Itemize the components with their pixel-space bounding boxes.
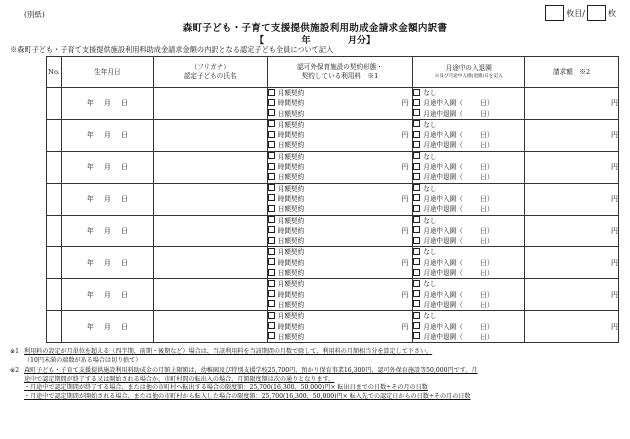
footnote-2-bullet-1: ・月途中で認定期間が終了する場合、または他の市町村へ転出する場合の限度額：25,700(16,300、50,000)円× 転出日までの日数÷その月の日数	[24, 384, 428, 392]
header-contract	[267, 57, 412, 88]
option-hourly[interactable]	[268, 98, 412, 108]
sheet-suffix: 枚目/	[566, 8, 585, 18]
table-row	[47, 88, 619, 120]
checkbox[interactable]	[268, 89, 275, 96]
checkbox[interactable]	[413, 120, 420, 127]
midmonth-cell	[413, 119, 525, 151]
checkbox[interactable]	[413, 194, 420, 201]
option-daily[interactable]	[268, 300, 412, 310]
day-close-label: 日）	[480, 109, 494, 118]
checkbox[interactable]	[268, 216, 275, 223]
header-furigana: （フリガナ）	[190, 63, 230, 71]
checkbox[interactable]	[413, 173, 420, 180]
amount-yen-label: 円	[611, 290, 618, 299]
checkbox[interactable]	[268, 312, 275, 319]
checkbox[interactable]	[268, 258, 275, 265]
checkbox[interactable]	[268, 120, 275, 127]
option-mid-exit-label: 月途中退園（	[423, 300, 463, 309]
checkbox[interactable]	[268, 152, 275, 159]
option-mid-entry-label: 月途中入園（	[423, 226, 463, 235]
checkbox[interactable]	[413, 89, 420, 96]
day-label: 日	[120, 131, 128, 140]
midmonth-cell	[413, 151, 525, 183]
amount-yen-label: 円	[611, 227, 618, 235]
contract-cell	[267, 279, 412, 311]
option-mid-exit[interactable]	[413, 204, 524, 214]
contract-cell	[267, 183, 412, 215]
day-label: 日	[120, 322, 128, 331]
option-none-label: なし	[423, 89, 437, 97]
option-monthly[interactable]	[268, 311, 412, 321]
option-daily-label: 日額契約	[277, 300, 305, 309]
row-number-cell[interactable]	[47, 247, 62, 279]
day-close-label: 日）	[480, 173, 494, 182]
child-name-cell[interactable]	[153, 183, 267, 215]
checkbox[interactable]	[268, 248, 275, 255]
checkbox[interactable]	[268, 141, 275, 148]
option-none[interactable]	[413, 120, 524, 130]
option-daily-label: 日額契約	[277, 173, 305, 182]
midmonth-cell	[413, 215, 525, 247]
period-open-bracket: 【	[255, 36, 265, 46]
option-monthly[interactable]	[268, 184, 412, 194]
option-hourly-label: 時間契約	[277, 290, 305, 299]
birthdate-cell[interactable]	[62, 311, 154, 343]
contract-cell	[267, 151, 412, 183]
day-label: 日	[120, 99, 128, 108]
header-contract-line2: 契約している利用料 ※1	[301, 72, 379, 80]
header-child-name	[153, 57, 267, 88]
row-number-cell[interactable]	[47, 215, 62, 247]
year-label: 年	[86, 163, 94, 172]
amount-cell[interactable]	[525, 247, 619, 279]
birthdate-cell[interactable]	[62, 88, 154, 120]
day-close-label: 日）	[480, 194, 494, 203]
checkbox[interactable]	[413, 237, 420, 244]
option-hourly-label: 時間契約	[277, 194, 305, 203]
checkbox[interactable]	[268, 269, 275, 276]
option-daily-label: 日額契約	[277, 332, 305, 341]
month-label: 月	[103, 227, 111, 235]
midmonth-cell	[413, 311, 525, 343]
option-mid-exit[interactable]	[413, 172, 524, 182]
fee-yen-label: 円	[401, 194, 409, 203]
row-number-cell[interactable]	[47, 151, 62, 183]
day-close-label: 日）	[480, 205, 494, 214]
checkbox[interactable]	[413, 141, 420, 148]
option-monthly[interactable]	[268, 216, 412, 226]
checkbox[interactable]	[413, 184, 420, 191]
option-hourly[interactable]	[268, 322, 412, 332]
checkbox[interactable]	[413, 300, 420, 307]
option-daily-label: 日額契約	[277, 205, 305, 214]
amount-cell[interactable]	[525, 215, 619, 247]
header-midmonth-line2: ※及び月途中入園(退園)日を記入	[434, 74, 503, 79]
table-row	[47, 215, 619, 247]
amount-cell[interactable]	[525, 279, 619, 311]
option-none[interactable]	[413, 279, 524, 289]
option-hourly[interactable]	[268, 290, 412, 300]
checkbox[interactable]	[413, 258, 420, 265]
midmonth-cell	[413, 88, 525, 120]
option-hourly-label: 時間契約	[277, 258, 305, 267]
checkbox[interactable]	[268, 322, 275, 329]
day-close-label: 日）	[480, 163, 494, 172]
option-mid-exit[interactable]	[413, 268, 524, 278]
option-monthly-label: 月額契約	[277, 89, 305, 97]
row-number-cell[interactable]	[47, 88, 62, 120]
option-mid-entry[interactable]	[413, 162, 524, 172]
form-label: (別紙)	[24, 10, 45, 19]
day-close-label: 日）	[480, 290, 494, 299]
option-hourly[interactable]	[268, 130, 412, 140]
total-sheets-input[interactable]	[587, 5, 606, 21]
total-suffix: 枚	[608, 8, 616, 18]
month-label: 月	[103, 290, 111, 299]
option-hourly[interactable]	[268, 194, 412, 204]
amount-cell[interactable]	[525, 183, 619, 215]
footnote-2-text-a: 森町子ども・子育て支援提供施設利用料助成金の月額上限額は，幼稚園及び特別支援学校25,700円、預かり保育事業16,300円、認可外保育施設等50,000円です。月	[24, 367, 478, 375]
fee-yen-label: 円	[401, 163, 409, 172]
checkbox[interactable]	[413, 332, 420, 339]
month-label: 月	[103, 99, 111, 108]
checkbox[interactable]	[413, 109, 420, 116]
day-label: 日	[120, 227, 128, 235]
day-label: 日	[120, 195, 128, 204]
footnote-2-mark: ※2	[10, 367, 19, 375]
footnote-1-mark: ※1	[10, 348, 19, 355]
option-daily[interactable]	[268, 236, 412, 246]
year-label: 年	[86, 131, 94, 140]
footnote-1	[10, 348, 622, 357]
checkbox[interactable]	[268, 194, 275, 201]
header-midmonth-line1: 月途中の入退園	[445, 64, 492, 72]
day-close-label: 日）	[480, 322, 494, 331]
contract-cell	[267, 119, 412, 151]
contract-cell	[267, 88, 412, 120]
year-label: 年	[86, 99, 94, 108]
year-label: 年	[86, 195, 94, 204]
day-label: 日	[120, 163, 128, 172]
option-none[interactable]	[413, 152, 524, 162]
option-daily[interactable]	[268, 140, 412, 150]
amount-yen-label: 円	[611, 258, 618, 267]
option-daily[interactable]	[268, 204, 412, 214]
option-mid-exit[interactable]	[413, 332, 524, 342]
checkbox[interactable]	[413, 152, 420, 159]
table-row	[47, 183, 619, 215]
checkbox[interactable]	[268, 99, 275, 106]
checkbox[interactable]	[413, 290, 420, 297]
amount-cell[interactable]	[525, 119, 619, 151]
table-row	[47, 119, 619, 151]
option-hourly[interactable]	[268, 226, 412, 236]
checkbox[interactable]	[268, 184, 275, 191]
checkbox[interactable]	[413, 322, 420, 329]
footnote-1-sub: （10円未満の端数がある場合は切り捨て）	[24, 356, 142, 364]
option-daily[interactable]	[268, 109, 412, 119]
table-row	[47, 247, 619, 279]
checkbox[interactable]	[413, 269, 420, 276]
option-mid-exit-label: 月途中退園（	[423, 332, 463, 341]
midmonth-cell	[413, 279, 525, 311]
amount-cell[interactable]	[525, 88, 619, 120]
checkbox[interactable]	[268, 300, 275, 307]
midmonth-cell	[413, 247, 525, 279]
option-none-label: なし	[423, 120, 437, 129]
contract-cell	[267, 215, 412, 247]
option-mid-entry[interactable]	[413, 258, 524, 268]
option-none-label: なし	[423, 280, 437, 289]
child-name-cell[interactable]	[153, 151, 267, 183]
birthdate-cell[interactable]	[62, 151, 154, 183]
child-name-cell[interactable]	[153, 311, 267, 343]
sheet-number-input[interactable]	[545, 5, 564, 21]
option-daily-label: 日額契約	[277, 109, 305, 118]
day-close-label: 日）	[480, 269, 494, 278]
option-mid-exit[interactable]	[413, 300, 524, 310]
option-daily[interactable]	[268, 332, 412, 342]
checkbox[interactable]	[268, 109, 275, 116]
amount-cell[interactable]	[525, 311, 619, 343]
checkbox[interactable]	[268, 290, 275, 297]
checkbox[interactable]	[268, 280, 275, 287]
checkbox[interactable]	[268, 131, 275, 138]
option-mid-entry-label: 月途中入園（	[423, 163, 463, 172]
header-midmonth	[413, 57, 525, 88]
header-contract-line1: 認可外保育施設の契約形態・	[297, 63, 383, 71]
child-name-cell[interactable]	[153, 88, 267, 120]
checkbox[interactable]	[413, 226, 420, 233]
checkbox[interactable]	[268, 163, 275, 170]
option-mid-exit[interactable]	[413, 236, 524, 246]
option-none[interactable]	[413, 88, 524, 98]
option-hourly-label: 時間契約	[277, 322, 305, 331]
option-none[interactable]	[413, 184, 524, 194]
year-label: 年	[86, 322, 94, 331]
option-mid-entry[interactable]	[413, 290, 524, 300]
option-mid-entry-label: 月途中入園（	[423, 258, 463, 267]
option-daily-label: 日額契約	[277, 269, 305, 278]
footnote-2-bullet-2: ・月途中で認定期間が開始される場合、または他の市町村から転入した場合の限度額：25,700(16,300、50,000)円× 転入先での認定日からの日数÷その月の日数	[24, 392, 471, 400]
child-name-cell[interactable]	[153, 119, 267, 151]
option-none[interactable]	[413, 311, 524, 321]
birthdate-cell[interactable]	[62, 247, 154, 279]
birthdate-cell[interactable]	[62, 215, 154, 247]
row-number-cell[interactable]	[47, 119, 62, 151]
option-mid-exit-label: 月途中退園（	[423, 173, 463, 182]
option-monthly[interactable]	[268, 152, 412, 162]
checkbox[interactable]	[268, 332, 275, 339]
day-close-label: 日）	[480, 300, 494, 309]
child-name-cell[interactable]	[153, 215, 267, 247]
option-monthly-label: 月額契約	[277, 184, 305, 193]
month-label: 月	[103, 195, 111, 204]
footnote-2-text-b: 途中で認定期間が終了する又は開始される場合か、市町村間の転出入の場合、月額限度額は次の通りとなります。	[24, 375, 335, 383]
option-mid-entry[interactable]	[413, 130, 524, 140]
checkbox[interactable]	[413, 163, 420, 170]
option-hourly-label: 時間契約	[277, 163, 305, 172]
year-label: 年	[86, 227, 94, 235]
table-row	[47, 279, 619, 311]
month-label: 月	[103, 131, 111, 140]
checkbox[interactable]	[268, 237, 275, 244]
table-row	[47, 151, 619, 183]
checkbox[interactable]	[268, 205, 275, 212]
day-close-label: 日）	[480, 226, 494, 235]
period-month-label: 月分】	[347, 36, 375, 46]
document-title: 森町子ども・子育て支援提供施設利用助成金請求金額内訳書	[182, 23, 448, 34]
month-label: 月	[103, 258, 111, 267]
option-monthly-label: 月額契約	[277, 248, 305, 257]
checkbox[interactable]	[413, 248, 420, 255]
option-none-label: なし	[423, 312, 437, 321]
amount-yen-label: 円	[611, 322, 618, 331]
footnote-1-text: 利用料の設定が月単位を超える（四半期、前期・後期など）場合は、当該利用料を当該期間の月数で除して、利用料の月額相当分を算定して下さい。	[24, 348, 433, 355]
option-mid-entry-label: 月途中入園（	[423, 194, 463, 203]
day-label: 日	[120, 290, 128, 299]
checkbox[interactable]	[413, 280, 420, 287]
option-monthly-label: 月額契約	[277, 280, 305, 289]
option-mid-exit[interactable]	[413, 140, 524, 150]
option-monthly[interactable]	[268, 88, 412, 98]
checkbox[interactable]	[413, 205, 420, 212]
option-hourly-label: 時間契約	[277, 131, 305, 140]
option-mid-entry[interactable]	[413, 194, 524, 204]
contract-cell	[267, 247, 412, 279]
option-mid-exit[interactable]	[413, 109, 524, 119]
option-mid-exit-label: 月途中退園（	[423, 141, 463, 150]
option-monthly[interactable]	[268, 247, 412, 257]
option-mid-entry-label: 月途中入園（	[423, 99, 463, 108]
option-none-label: なし	[423, 248, 437, 257]
year-label: 年	[86, 258, 94, 267]
option-mid-entry-label: 月途中入園（	[423, 290, 463, 299]
fee-yen-label: 円	[401, 290, 409, 299]
row-number-cell[interactable]	[47, 311, 62, 343]
option-mid-entry-label: 月途中入園（	[423, 131, 463, 140]
amount-yen-label: 円	[611, 99, 618, 108]
day-close-label: 日）	[480, 131, 494, 140]
row-number-cell[interactable]	[47, 183, 62, 215]
child-name-cell[interactable]	[153, 279, 267, 311]
table-row	[47, 311, 619, 343]
option-none-label: なし	[423, 184, 437, 193]
checkbox[interactable]	[413, 216, 420, 223]
option-none-label: なし	[423, 216, 437, 225]
option-mid-exit-label: 月途中退園（	[423, 205, 463, 214]
birthdate-cell[interactable]	[62, 279, 154, 311]
fee-yen-label: 円	[401, 258, 409, 267]
fee-yen-label: 円	[401, 131, 409, 140]
fee-yen-label: 円	[401, 226, 409, 235]
option-monthly[interactable]	[268, 279, 412, 289]
option-none-label: なし	[423, 152, 437, 161]
amount-cell[interactable]	[525, 151, 619, 183]
option-mid-exit-label: 月途中退園（	[423, 269, 463, 278]
day-label: 日	[120, 258, 128, 267]
option-mid-entry[interactable]	[413, 226, 524, 236]
day-close-label: 日）	[480, 141, 494, 150]
option-daily-label: 日額契約	[277, 237, 305, 246]
option-hourly-label: 時間契約	[277, 99, 305, 108]
month-label: 月	[103, 163, 111, 172]
header-amount: 請求額 ※2	[525, 57, 619, 88]
day-close-label: 日）	[480, 237, 494, 246]
top-note: ※森町子ども・子育て支援提供施設利用料助成金請求金額の内訳となる認定子ども全員について記入	[10, 45, 334, 54]
header-row	[47, 57, 619, 88]
option-monthly-label: 月額契約	[277, 312, 305, 321]
option-monthly[interactable]	[268, 120, 412, 130]
header-name: 認定子どもの氏名	[183, 72, 237, 80]
contract-cell	[267, 311, 412, 343]
year-label: 年	[86, 290, 94, 299]
checkbox[interactable]	[413, 131, 420, 138]
day-close-label: 日）	[480, 332, 494, 341]
amount-yen-label: 円	[611, 163, 618, 172]
amount-yen-label: 円	[611, 131, 618, 140]
row-number-cell[interactable]	[47, 279, 62, 311]
day-close-label: 日）	[480, 258, 494, 267]
option-hourly[interactable]	[268, 162, 412, 172]
option-monthly-label: 月額契約	[277, 216, 305, 225]
month-label: 月	[103, 322, 111, 331]
option-hourly[interactable]	[268, 258, 412, 268]
checkbox[interactable]	[413, 99, 420, 106]
option-mid-entry[interactable]	[413, 322, 524, 332]
option-daily[interactable]	[268, 172, 412, 182]
checkbox[interactable]	[268, 226, 275, 233]
footnotes	[10, 348, 622, 402]
option-daily-label: 日額契約	[277, 141, 305, 150]
option-mid-exit-label: 月途中退園（	[423, 237, 463, 246]
checkbox[interactable]	[413, 312, 420, 319]
fee-yen-label: 円	[401, 99, 409, 108]
fee-yen-label: 円	[401, 322, 409, 331]
option-monthly-label: 月額契約	[277, 152, 305, 161]
option-mid-entry[interactable]	[413, 98, 524, 108]
birthdate-cell[interactable]	[62, 119, 154, 151]
footnote-2	[10, 367, 622, 376]
header-birthdate: 生年月日	[62, 57, 154, 88]
option-mid-entry-label: 月途中入園（	[423, 322, 463, 331]
header-no: No.	[47, 57, 62, 88]
child-name-cell[interactable]	[153, 247, 267, 279]
option-mid-exit-label: 月途中退園（	[423, 109, 463, 118]
birthdate-cell[interactable]	[62, 183, 154, 215]
option-daily[interactable]	[268, 268, 412, 278]
checkbox[interactable]	[268, 173, 275, 180]
period-year-label: 年	[301, 36, 311, 46]
option-hourly-label: 時間契約	[277, 226, 305, 235]
claim-table	[46, 56, 619, 343]
midmonth-cell	[413, 183, 525, 215]
option-none[interactable]	[413, 216, 524, 226]
amount-yen-label: 円	[611, 195, 618, 204]
day-close-label: 日）	[480, 99, 494, 108]
page-counter	[543, 5, 616, 21]
option-monthly-label: 月額契約	[277, 120, 305, 129]
option-none[interactable]	[413, 247, 524, 257]
